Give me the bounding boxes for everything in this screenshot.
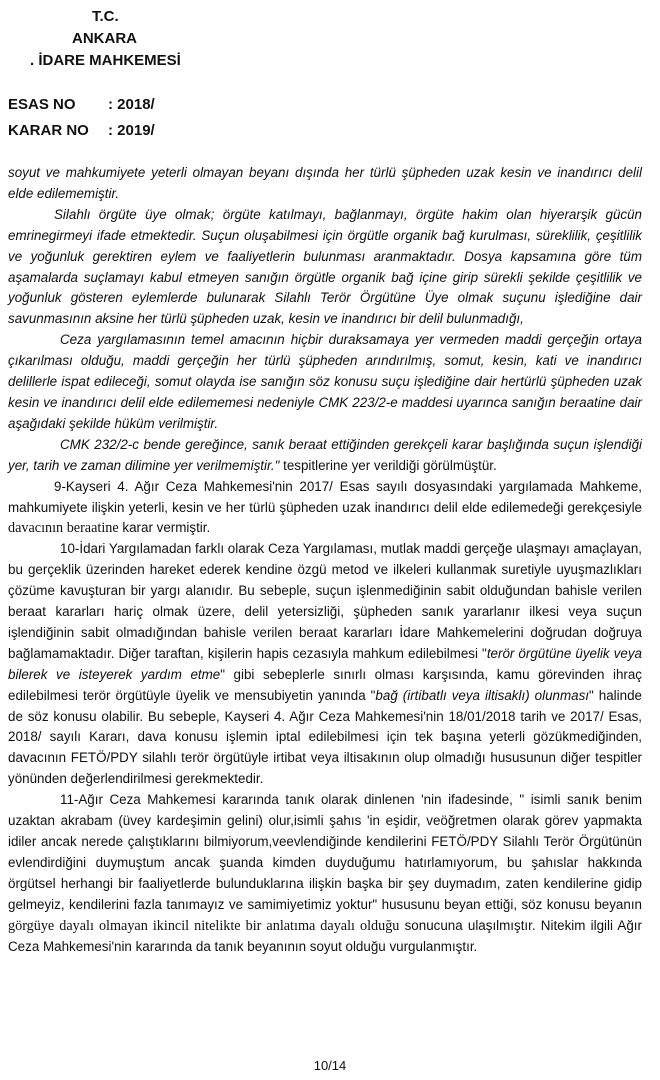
paragraph-10-text-b: " gibi sebeplerle sınırlı olması karşısında, kamu görevinden ihraç edilebilmesi terör örgütüyle üyelik ve mensubiyetin yanında ": [8, 666, 642, 703]
karar-label: KARAR NO: [8, 122, 89, 139]
esas-value: : 2018/: [108, 96, 155, 113]
paragraph-4: [8, 435, 642, 477]
paragraph-1: soyut ve mahkumiyete yeterli olmayan beyanı dışında her türlü şüpheden uzak kesin ve inandırıcı delil elde edilememiştir.: [8, 165, 642, 201]
esas-row: [8, 92, 155, 118]
page-number: 10/14: [313, 1058, 347, 1073]
paragraph-4-rest: tespitlerine yer verildiği görülmüştür.: [279, 457, 497, 473]
paragraph-10-text-a: 10-İdari Yargılamadan farklı olarak Ceza Yargılaması, mutlak maddi gerçeğe ulaşmayı amaçlayan, bu gerçeklik üzerinden hareket ederek kendine özgü metod ve ilkeleri kullanmak suretiyle uyuşmazlıkları çözüme kavuşturan bir yargı alanıdır. Bu sebeple, suçun işlenmediğinin sabit olduğundan bahisle verilen beraat kararları hariç olmak üzere, delil yetersizliği, şüpheden sanık yararlanır ilkesi veya suçun işlendiğinin sabit olmadığından bahisle verilen beraat kararları İdare Mahkemelerini doğrudan doğruya bağlamamaktadır. Diğer taraftan, kişilerin hapis cezasıyla mahkum edilebilmesi ": [8, 541, 642, 661]
paragraph-9-text-a: 9-Kayseri 4. Ağır Ceza Mahkemesi'nin 2017/ Esas sayılı dosyasındaki yargılamada Mahkeme, mahkumiyete ilişkin yeterli, kesin ve her türlü şüpheden uzak inandırıcı delil elde edilemedeği gerekçesiyle: [8, 478, 642, 515]
paragraph-10-text-c: " halinde de söz konusu olabilir. Bu sebeple, Kayseri 4. Ağır Ceza Mahkemesi'nin 18/01/2018 tarih ve 2017/ Esas, 2018/ sayılı Kararı, dava konusu işlemin iptal edilebilmesi için tek başına yeterli gözükmediğinden, davacının FETÖ/PDY silahlı terör örgütüyle irtibat veya iltisakının olup olmadığı hususunun diğer tespitler yönünden değerlendirilmesi gerekmektedir.: [8, 687, 642, 787]
paragraph-11-serif: görgüye dayalı olmayan ikincil nitelikte bir anlatıma dayalı olduğu: [8, 917, 400, 934]
paragraph-10-italic-1: terör örgütüne üyelik veya bilerek ve isteyerek yardım etme: [8, 645, 642, 682]
case-meta: [8, 92, 155, 144]
paragraph-9-serif: davacının beraatine: [8, 520, 119, 537]
karar-value: : 2019/: [108, 122, 155, 139]
paragraph-4-quote: CMK 232/2-c bende gereğince, sanık beraat ettiğinden gerekçeli karar başlığında suçun işlendiği yer, tarih ve zaman dilimine yer verilmemiştir.": [8, 436, 642, 473]
paragraph-9-text-b: karar vermiştir.: [118, 520, 211, 536]
karar-row: [8, 118, 155, 144]
header-court: . İDARE MAHKEMESİ: [30, 52, 181, 69]
paragraph-11: [8, 790, 642, 957]
paragraph-3: Ceza yargılamasının temel amacının hiçbir duraksamaya yer vermeden maddi gerçeğin ortaya çıkarılması olduğu, maddi gerçeğin her türlü şüpheden arındırılmış, somut, kesin, kati ve inandırıcı delillerle ispat edileceği, somut olayda ise sanığın söz konusu suçu işlediğine dair hertürlü şüpheden uzak kesin ve inandırıcı delil elde edilememesi nedeniyle CMK 223/2-e maddesi uyarınca sanığın beraatine dair aşağıdaki şekilde hüküm verilmiştir.: [8, 332, 642, 431]
paragraph-2: Silahlı örgüte üye olmak; örgüte katılmayı, bağlanmayı, örgüte hakim olan hiyerarşik gücün emrinegirmeyi ifade etmektedir. Suçun oluşabilmesi için örgütle organik bağ kurulması, süreklilik, çeşitlilik ve yoğunluk gerektiren eylem ve faaliyetlerin bulunması aranmaktadır. Dosya kapsamına göre tüm aşamalarda suçlamayı kabul etmeyen sanığın örgütle organik bağ içine girip sürekli şekilde çeşitlilik ve yoğunluk gösteren eylemlerde bulunarak Silahlı Terör Örgütüne Üye olmak suçunu işlediğine dair savunmasının aksine her türlü şüpheden uzak, kesin ve inandırıcı bir delil bulunmadığı,: [8, 206, 642, 327]
document-body: [8, 163, 642, 957]
paragraph-10: [8, 539, 642, 790]
paragraph-10-italic-2: bağ (irtibatlı veya iltisaklı) olunması: [375, 687, 590, 703]
paragraph-11-text-b: sonucuna ulaşılmıştır. Nitekim ilgili Ağır Ceza Mahkemesi'nin kararında da tanık beyanının soyut olduğu vurgulanmıştır.: [8, 917, 642, 954]
paragraph-9: [8, 477, 642, 540]
esas-label: ESAS NO: [8, 96, 76, 113]
paragraph-11-text-a: 11-Ağır Ceza Mahkemesi kararında tanık olarak dinlenen 'nin ifadesinde, " isimli sanık benim uzaktan akrabam (üvey kardeşimin gelini) olur,isimli şahıs 'in eşidir, veöğretmen olarak görev yapmakta idiler ancak nerede çalıştıklarını bilmiyorum,veevlendiğinde kendilerini FETÖ/PDY Silahlı Terör Örgütünün evlendirdiğini duymuştum ancak şuanda kimden duyduğumu hatırlamıyorum, bu şahıslar hakkında örgütsel herhangi bir faaliyetlerde bulunduklarına ilişkin başka bir şey duymadım, zaten kendilerine gidip gelmeyiz, kendilerini fazla tanımayız ve samimiyetimiz yoktur" hususunu beyan ettiği, söz konusu beyanın: [8, 792, 642, 912]
header-tc: T.C.: [92, 8, 119, 25]
header-city: ANKARA: [72, 30, 137, 47]
